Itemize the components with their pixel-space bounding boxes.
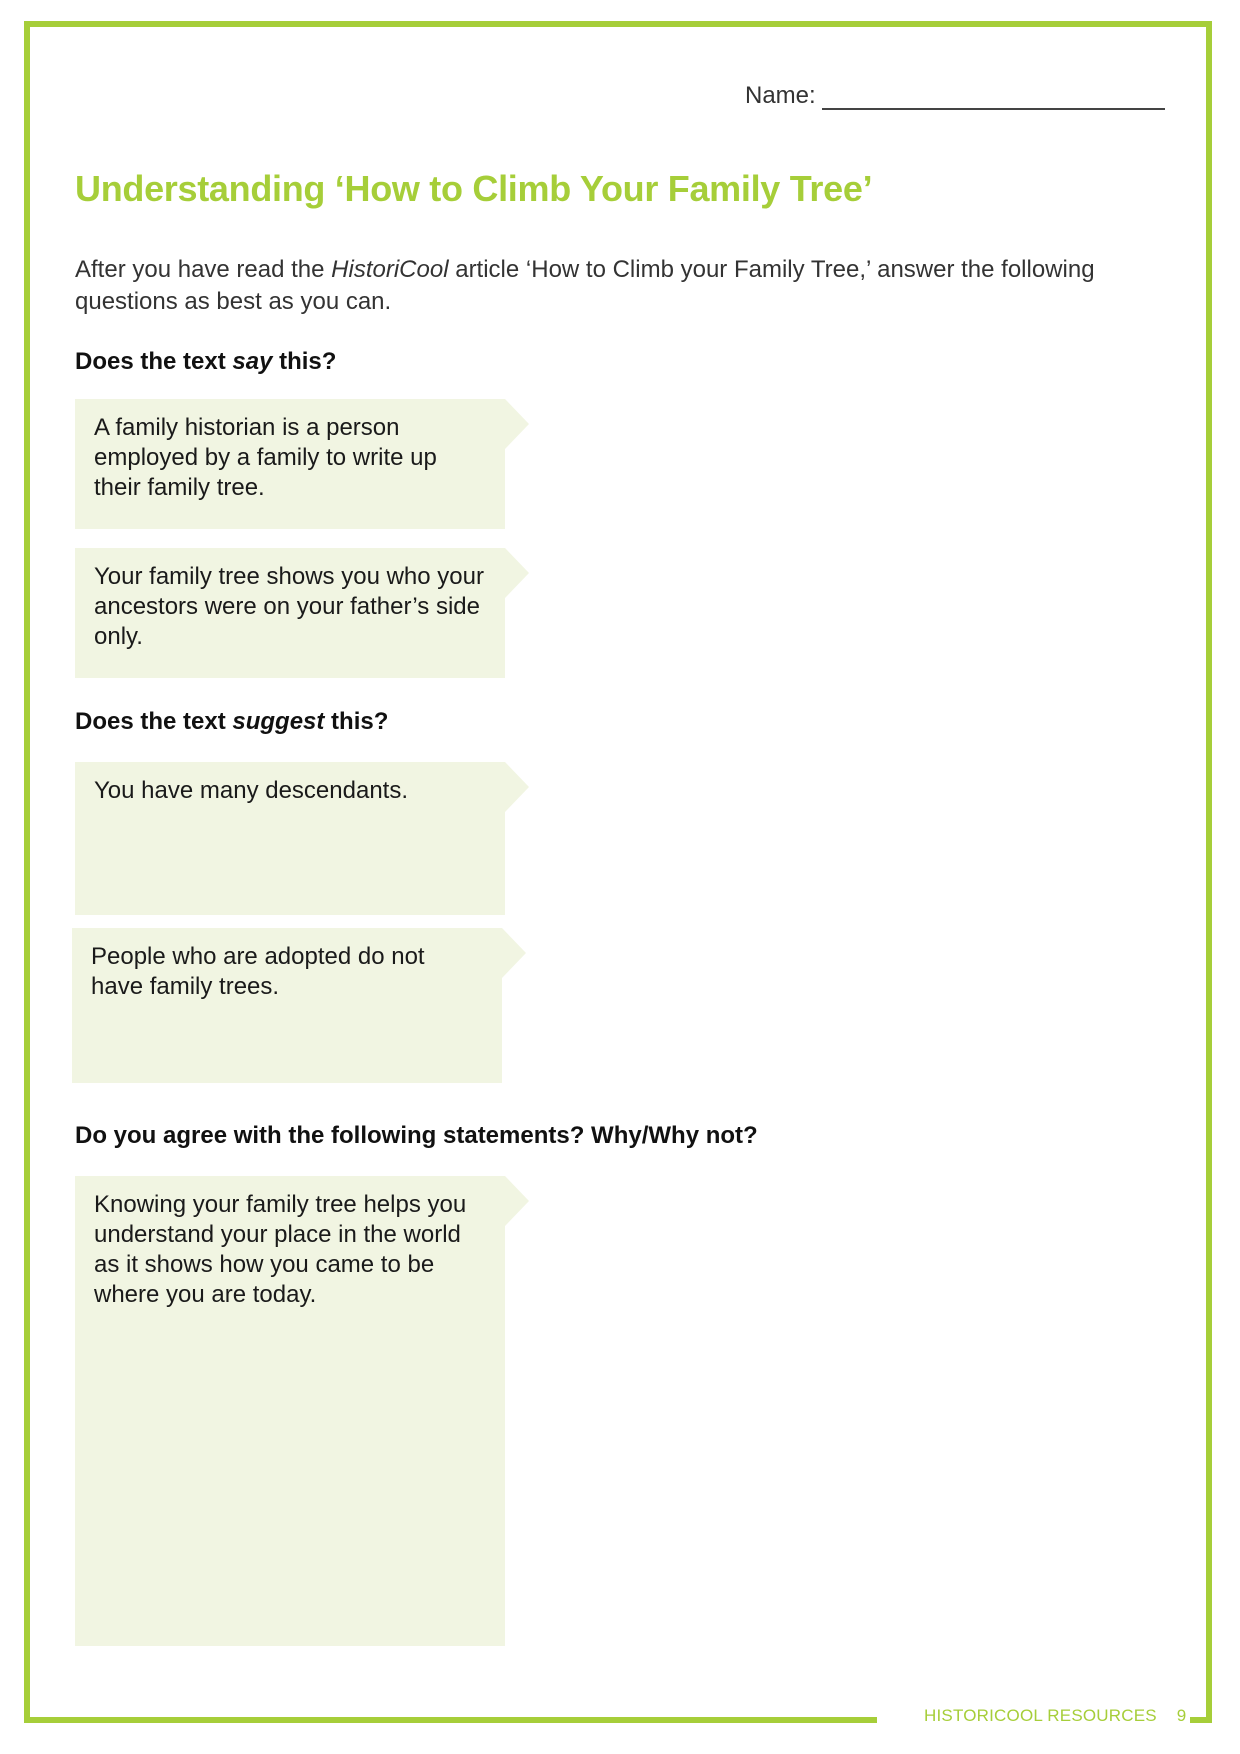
name-label: Name: [745,82,816,109]
statement-card[interactable] [75,1176,505,1646]
statement-card[interactable] [75,762,505,915]
statement-text: People who are adopted do not have family trees. [91,943,425,1000]
statement-text: A family historian is a person employed by a family to write up their family tree. [94,414,437,501]
page-footer [924,1706,1186,1726]
statement-text: Your family tree shows you who your ancestors were on your father’s side only. [94,563,484,650]
heading-emphasis: say [232,348,273,375]
heading-text: Does the text [75,708,233,735]
statement-card[interactable] [72,928,502,1083]
publication-name: HistoriCool [331,256,449,283]
statement-text: You have many descendants. [94,777,409,804]
name-write-line[interactable] [822,84,1165,110]
intro-text-after: article ‘How to Climb your Family Tree,’ answer the following questions as best as you can. [75,256,1095,315]
page-border-top [24,21,1212,27]
footer-resources-label: HISTORICOOL RESOURCES [924,1706,1157,1725]
section-heading-agree: Do you agree with the following statements? Why/Why not? [75,1122,758,1149]
page-border-left [24,21,30,1723]
name-field[interactable] [745,80,1165,110]
page-number: 9 [1176,1706,1187,1725]
heading-text-end: this? [324,708,389,735]
intro-paragraph [75,254,1135,318]
statement-text: Knowing your family tree helps you understand your place in the world as it shows how you came to be where you are today. [94,1191,467,1308]
section-heading-suggest [75,708,388,736]
heading-text-end: this? [272,348,337,375]
worksheet-title: Understanding ‘How to Climb Your Family Tree’ [75,168,873,209]
intro-text-before: After you have read the [75,256,332,283]
page-border-bottom-end [1190,1717,1212,1723]
section-heading-say [75,348,336,376]
page-border-bottom [24,1717,877,1723]
heading-emphasis: suggest [232,708,325,735]
page-border-right [1206,21,1212,1723]
heading-text: Does the text [75,348,233,375]
statement-card[interactable] [75,548,505,678]
statement-card[interactable] [75,399,505,529]
